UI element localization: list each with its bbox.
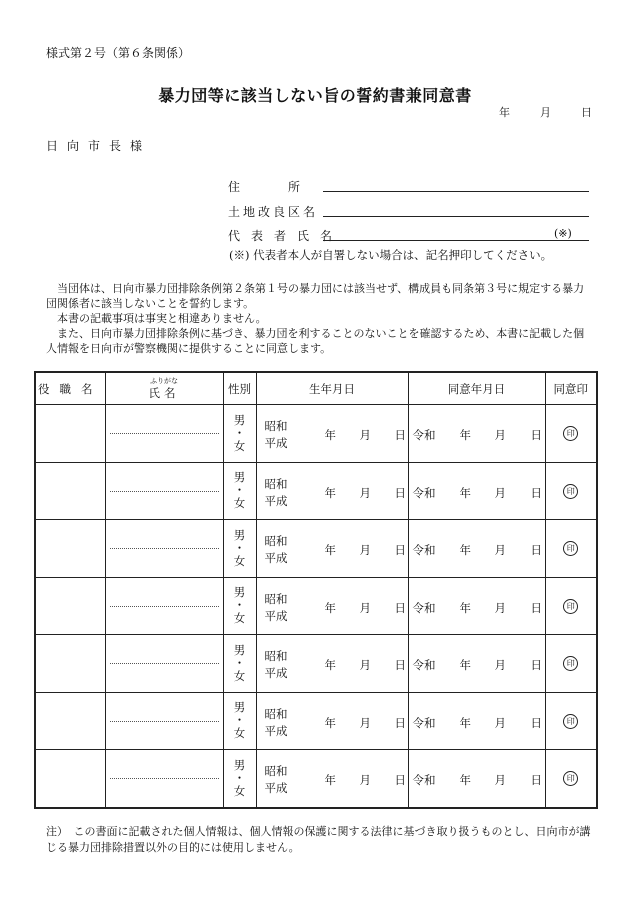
- furigana-divider: [110, 548, 219, 549]
- sex-cell[interactable]: [223, 750, 256, 808]
- seal-cell[interactable]: [545, 520, 597, 578]
- date-day: 日: [581, 106, 592, 119]
- birth-day: 日: [394, 600, 406, 615]
- table-row: [35, 405, 597, 463]
- header-birth: 生年月日: [256, 372, 408, 405]
- table-row: [35, 577, 597, 635]
- addressee: 日向市長様: [46, 139, 152, 153]
- agree-day: 日: [530, 485, 542, 500]
- agree-year: 年: [459, 600, 471, 615]
- header-seal: 同意印: [545, 372, 597, 405]
- furigana-divider: [110, 491, 219, 492]
- sex-male: 男: [233, 527, 246, 542]
- name-cell[interactable]: [105, 520, 223, 578]
- birth-cell[interactable]: [256, 520, 408, 578]
- agree-day: 日: [530, 543, 542, 557]
- sex-cell[interactable]: [223, 635, 256, 693]
- name-cell[interactable]: [105, 635, 223, 693]
- seal-icon: 印: [563, 656, 578, 671]
- table-row: [35, 520, 597, 578]
- birth-day: 日: [394, 658, 406, 672]
- name-cell[interactable]: [105, 462, 223, 520]
- agree-date-cell[interactable]: [408, 635, 545, 693]
- furigana-divider: [110, 721, 219, 722]
- era-heisei: 平成: [264, 551, 288, 565]
- header-name-label: 氏名: [148, 385, 180, 400]
- sex-female: 女: [233, 668, 246, 683]
- birth-year: 年: [324, 428, 336, 442]
- sex-dot: ・: [233, 425, 246, 440]
- birth-month: 月: [359, 485, 371, 500]
- name-cell[interactable]: [105, 577, 223, 635]
- sex-female: 女: [233, 438, 246, 453]
- agree-day: 日: [530, 658, 542, 672]
- sex-dot: ・: [233, 540, 246, 555]
- seal-cell[interactable]: [545, 635, 597, 693]
- birth-month: 月: [359, 543, 371, 557]
- address-label: 住 所: [228, 180, 301, 194]
- representative-label: 代表者氏名: [228, 229, 344, 243]
- birth-era: [265, 476, 288, 510]
- birth-cell[interactable]: [256, 577, 408, 635]
- sex-female: 女: [233, 783, 246, 798]
- sex-cell[interactable]: [223, 405, 256, 463]
- signatory-table: [34, 371, 598, 809]
- seal-cell[interactable]: [545, 577, 597, 635]
- sex-dot: ・: [233, 483, 246, 498]
- page-title: 暴力団等に該当しない旨の誓約書兼同意書: [158, 86, 472, 105]
- birth-cell[interactable]: [256, 405, 408, 463]
- sex-male: 男: [233, 585, 246, 600]
- sex-cell[interactable]: [223, 577, 256, 635]
- birth-cell[interactable]: [256, 750, 408, 808]
- era-showa: 昭和: [264, 706, 288, 721]
- birth-year: 年: [324, 600, 336, 615]
- birth-month: 月: [359, 658, 371, 672]
- signature-note: (※) 代表者本人が自署しない場合は、記名押印してください。: [229, 248, 553, 262]
- furigana-divider: [110, 778, 219, 779]
- agree-month: 月: [494, 773, 506, 787]
- district-field[interactable]: [323, 216, 589, 217]
- sex-dot: ・: [233, 713, 246, 728]
- agree-year: 年: [459, 543, 471, 557]
- agree-year: 年: [459, 428, 471, 442]
- era-heisei: 平成: [264, 436, 288, 450]
- seal-icon: 印: [563, 599, 578, 614]
- agree-era: 令和: [412, 715, 436, 730]
- header-furigana: ふりがな: [150, 376, 178, 385]
- seal-icon: 印: [563, 484, 578, 499]
- table-row: [35, 462, 597, 520]
- sex-female: 女: [233, 553, 246, 568]
- table-row: [35, 692, 597, 750]
- era-heisei: 平成: [264, 781, 288, 795]
- header-agree-date: 同意年月日: [408, 372, 545, 405]
- paragraph-consent: また、日向市暴力団排除条例に基づき、暴力団を利することのないことを確認するため、本書に記載した個人情報を日向市が警察機関に提供することに同意します。: [46, 327, 585, 355]
- agree-month: 月: [494, 715, 506, 730]
- sex-male: 男: [233, 642, 246, 657]
- birth-month: 月: [359, 600, 371, 615]
- position-cell[interactable]: [35, 405, 105, 463]
- sex-male: 男: [233, 412, 246, 427]
- agree-date-cell[interactable]: [408, 750, 545, 808]
- birth-cell[interactable]: [256, 635, 408, 693]
- agree-year: 年: [459, 773, 471, 787]
- date-line: [499, 104, 592, 120]
- birth-day: 日: [394, 773, 406, 787]
- seal-icon: 印: [563, 714, 578, 729]
- paragraph-pledge: 当団体は、日向市暴力団排除条例第２条第１号の暴力団には該当せず、構成員も同条第３号に規定する暴力団関係者に該当しないことを誓約します。: [46, 282, 585, 310]
- date-month: 月: [540, 106, 551, 119]
- agree-day: 日: [530, 600, 542, 615]
- furigana-divider: [110, 433, 219, 434]
- agree-month: 月: [494, 428, 506, 442]
- agree-year: 年: [459, 485, 471, 500]
- sex-cell[interactable]: [223, 520, 256, 578]
- position-cell[interactable]: [35, 692, 105, 750]
- birth-era: [265, 591, 288, 625]
- position-cell[interactable]: [35, 750, 105, 808]
- agree-era: 令和: [412, 600, 436, 615]
- birth-year: 年: [324, 543, 336, 557]
- paragraph-truth: 本書の記載事項は事実と相違ありません。: [46, 312, 267, 325]
- date-year: 年: [499, 106, 510, 119]
- birth-era: [265, 648, 288, 682]
- birth-day: 日: [394, 485, 406, 500]
- sex-female: 女: [233, 496, 246, 511]
- agree-month: 月: [494, 485, 506, 500]
- agree-era: 令和: [412, 485, 436, 500]
- header-name: [105, 372, 223, 405]
- sex-dot: ・: [233, 598, 246, 613]
- birth-year: 年: [324, 715, 336, 730]
- position-cell[interactable]: [35, 520, 105, 578]
- position-cell[interactable]: [35, 635, 105, 693]
- agree-day: 日: [530, 428, 542, 442]
- agree-era: 令和: [412, 428, 436, 442]
- agree-day: 日: [530, 715, 542, 730]
- sex-female: 女: [233, 726, 246, 741]
- birth-month: 月: [359, 715, 371, 730]
- agree-month: 月: [494, 543, 506, 557]
- agree-year: 年: [459, 715, 471, 730]
- birth-era: [265, 763, 288, 797]
- position-cell[interactable]: [35, 577, 105, 635]
- furigana-divider: [110, 663, 219, 664]
- name-cell[interactable]: [105, 750, 223, 808]
- seal-icon: 印: [563, 426, 578, 441]
- birth-cell[interactable]: [256, 692, 408, 750]
- agree-year: 年: [459, 658, 471, 672]
- form-number: 様式第２号（第６条関係）: [46, 46, 191, 60]
- era-showa: 昭和: [264, 764, 288, 778]
- sex-dot: ・: [233, 770, 246, 785]
- birth-cell[interactable]: [256, 462, 408, 520]
- sex-dot: ・: [233, 655, 246, 670]
- sex-female: 女: [233, 611, 246, 626]
- agree-era: 令和: [412, 658, 436, 672]
- birth-year: 年: [324, 773, 336, 787]
- agree-date-cell[interactable]: [408, 520, 545, 578]
- seal-icon: 印: [563, 541, 578, 556]
- seal-cell[interactable]: [545, 462, 597, 520]
- district-label: 土地改良区名: [228, 205, 319, 219]
- seal-icon: 印: [563, 771, 578, 786]
- agree-date-cell[interactable]: [408, 405, 545, 463]
- agree-month: 月: [494, 658, 506, 672]
- birth-year: 年: [324, 658, 336, 672]
- header-position: 役職名: [35, 372, 105, 405]
- birth-era: [265, 533, 288, 567]
- agree-day: 日: [530, 773, 542, 787]
- table-row: [35, 750, 597, 808]
- seal-cell[interactable]: [545, 692, 597, 750]
- sex-cell[interactable]: [223, 462, 256, 520]
- era-showa: 昭和: [264, 591, 288, 606]
- era-showa: 昭和: [264, 476, 288, 491]
- agree-date-cell[interactable]: [408, 577, 545, 635]
- era-showa: 昭和: [264, 649, 288, 663]
- sex-male: 男: [233, 757, 246, 772]
- sex-male: 男: [233, 470, 246, 485]
- agree-date-cell[interactable]: [408, 692, 545, 750]
- header-sex: 性別: [223, 372, 256, 405]
- birth-era: [265, 418, 288, 452]
- position-cell[interactable]: [35, 462, 105, 520]
- table-row: [35, 635, 597, 693]
- era-heisei: 平成: [264, 723, 288, 738]
- era-showa: 昭和: [264, 534, 288, 548]
- era-heisei: 平成: [264, 493, 288, 508]
- seal-cell[interactable]: [545, 750, 597, 808]
- name-cell[interactable]: [105, 692, 223, 750]
- birth-day: 日: [394, 543, 406, 557]
- birth-era: [265, 706, 288, 740]
- name-cell[interactable]: [105, 405, 223, 463]
- furigana-divider: [110, 606, 219, 607]
- agree-month: 月: [494, 600, 506, 615]
- footnote: 注） この書面に記載された個人情報は、個人情報の保護に関する法律に基づき取り扱うものとし、日向市が講じる暴力団排除措置以外の目的には使用しません。: [46, 825, 591, 854]
- era-heisei: 平成: [264, 666, 288, 680]
- agree-era: 令和: [412, 543, 436, 557]
- sex-cell[interactable]: [223, 692, 256, 750]
- sex-male: 男: [233, 700, 246, 715]
- era-showa: 昭和: [264, 419, 288, 433]
- agree-date-cell[interactable]: [408, 462, 545, 520]
- address-field[interactable]: [323, 191, 589, 192]
- era-heisei: 平成: [264, 608, 288, 623]
- birth-year: 年: [324, 485, 336, 500]
- representative-field[interactable]: [323, 240, 589, 241]
- agree-era: 令和: [412, 773, 436, 787]
- birth-month: 月: [359, 773, 371, 787]
- seal-cell[interactable]: [545, 405, 597, 463]
- birth-day: 日: [394, 428, 406, 442]
- table-header-row: [35, 372, 597, 405]
- birth-day: 日: [394, 715, 406, 730]
- representative-mark: (※): [554, 227, 572, 240]
- birth-month: 月: [359, 428, 371, 442]
